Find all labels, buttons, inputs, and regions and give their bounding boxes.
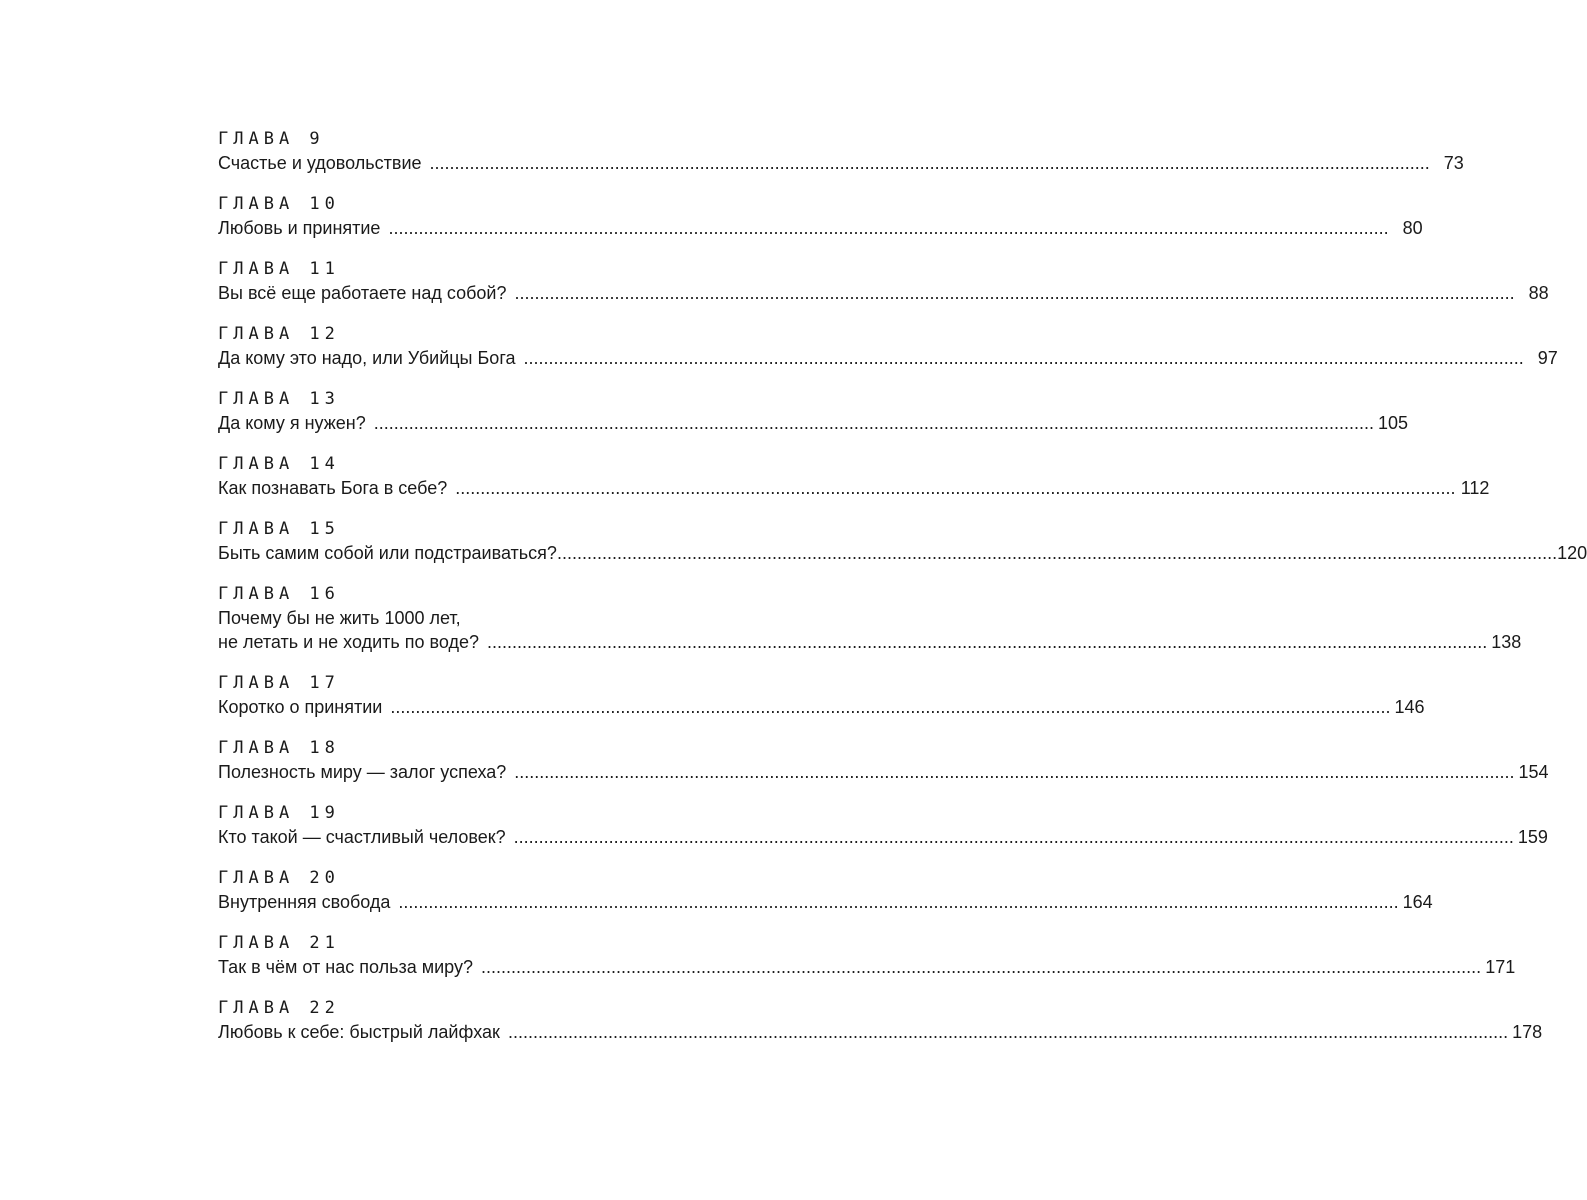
page-number: 164	[1402, 892, 1433, 912]
toc-entry	[218, 997, 1543, 1043]
toc-entry	[218, 128, 1464, 174]
page-number: 80	[1402, 218, 1423, 238]
dot-leader: ........................................................................................................................................................................................................	[373, 413, 1374, 433]
toc-entry	[218, 193, 1423, 239]
toc-entry	[218, 258, 1549, 304]
chapter-title: Так в чём от нас польза миру?	[218, 957, 473, 977]
page-number: 171	[1485, 957, 1516, 977]
chapter-title: не летать и не ходить по воде?	[218, 632, 480, 652]
toc-entry	[218, 867, 1433, 913]
toc-row[interactable]	[218, 347, 1558, 369]
toc-entry	[218, 802, 1548, 848]
toc-entry	[218, 583, 1522, 653]
toc-entry	[218, 388, 1409, 434]
toc-row[interactable]	[218, 477, 1490, 499]
chapter-title: Любовь к себе: быстрый лайфхак	[218, 1022, 500, 1042]
chapter-label: ГЛАВА 20	[218, 868, 340, 888]
chapter-title: Да кому это надо, или Убийцы Бога	[218, 348, 516, 368]
dot-leader: ........................................................................................................................................................................................................	[514, 283, 1515, 303]
dot-leader: ........................................................................................................................................................................................................	[514, 762, 1515, 782]
chapter-title: Да кому я нужен?	[218, 413, 366, 433]
chapter-label: ГЛАВА 14	[218, 454, 340, 474]
page-number: 146	[1394, 697, 1425, 717]
dot-leader: ........................................................................................................................................................................................................	[556, 543, 1558, 563]
dot-leader: ........................................................................................................................................................................................................	[455, 478, 1456, 498]
toc-row[interactable]	[218, 826, 1548, 848]
chapter-title: Как познавать Бога в себе?	[218, 478, 448, 498]
page-number: 178	[1512, 1022, 1543, 1042]
chapter-title: Счастье и удовольствие	[218, 153, 422, 173]
page-number: 154	[1518, 762, 1549, 782]
chapter-title: Коротко о принятии	[218, 697, 383, 717]
toc-row[interactable]	[218, 282, 1549, 304]
chapter-title: Вы всё еще работаете над собой?	[218, 283, 507, 303]
toc-entry	[218, 323, 1558, 369]
page-number: 138	[1491, 632, 1522, 652]
chapter-title: Внутренняя свобода	[218, 892, 391, 912]
toc-entry	[218, 518, 1587, 564]
chapter-label: ГЛАВА 17	[218, 673, 340, 693]
dot-leader: ........................................................................................................................................................................................................	[513, 827, 1514, 847]
toc-row[interactable]	[218, 542, 1587, 564]
page-number: 112	[1460, 478, 1490, 498]
toc-entry	[218, 453, 1490, 499]
toc-row[interactable]	[218, 152, 1464, 174]
chapter-title-line: Почему бы не жить 1000 лет,	[218, 608, 461, 628]
dot-leader: ........................................................................................................................................................................................................	[480, 957, 1482, 977]
chapter-label: ГЛАВА 22	[218, 998, 340, 1018]
page-number: 88	[1528, 283, 1549, 303]
dot-leader: ........................................................................................................................................................................................................	[507, 1022, 1509, 1042]
toc-row[interactable]	[218, 217, 1423, 239]
dot-leader: ........................................................................................................................................................................................................	[523, 348, 1524, 368]
toc-entry	[218, 932, 1516, 978]
page-number: 159	[1517, 827, 1548, 847]
page-number: 97	[1537, 348, 1558, 368]
chapter-label: ГЛАВА 16	[218, 584, 340, 604]
page-number: 120	[1557, 543, 1587, 563]
toc-row[interactable]	[218, 891, 1433, 913]
chapter-label: ГЛАВА 13	[218, 389, 340, 409]
toc-entry	[218, 737, 1549, 783]
chapter-label: ГЛАВА 10	[218, 194, 340, 214]
chapter-title: Кто такой — счастливый человек?	[218, 827, 506, 847]
chapter-label: ГЛАВА 11	[218, 259, 340, 279]
dot-leader: ........................................................................................................................................................................................................	[429, 153, 1430, 173]
dot-leader: ........................................................................................................................................................................................................	[388, 218, 1389, 238]
chapter-label: ГЛАВА 18	[218, 738, 340, 758]
toc-row[interactable]	[218, 696, 1425, 718]
toc-row[interactable]	[218, 761, 1549, 783]
dot-leader: ........................................................................................................................................................................................................	[390, 697, 1391, 717]
toc-row[interactable]	[218, 956, 1516, 978]
chapter-label: ГЛАВА 19	[218, 803, 340, 823]
chapter-title: Быть самим собой или подстраиваться?	[218, 543, 557, 563]
chapter-label: ГЛАВА 12	[218, 324, 340, 344]
chapter-label: ГЛАВА 9	[218, 129, 325, 149]
chapter-title: Любовь и принятие	[218, 218, 381, 238]
toc-row[interactable]	[218, 631, 1522, 653]
page-number: 105	[1377, 413, 1409, 433]
toc-row[interactable]	[218, 412, 1409, 434]
dot-leader: ........................................................................................................................................................................................................	[487, 632, 1488, 652]
toc-row[interactable]	[218, 1021, 1543, 1043]
chapter-label: ГЛАВА 15	[218, 519, 340, 539]
chapter-label: ГЛАВА 21	[218, 933, 340, 953]
dot-leader: ........................................................................................................................................................................................................	[398, 892, 1399, 912]
toc-entry	[218, 672, 1425, 718]
page-number: 73	[1443, 153, 1464, 173]
table-of-contents	[218, 128, 1587, 1043]
chapter-title: Полезность миру — залог успеха?	[218, 762, 507, 782]
